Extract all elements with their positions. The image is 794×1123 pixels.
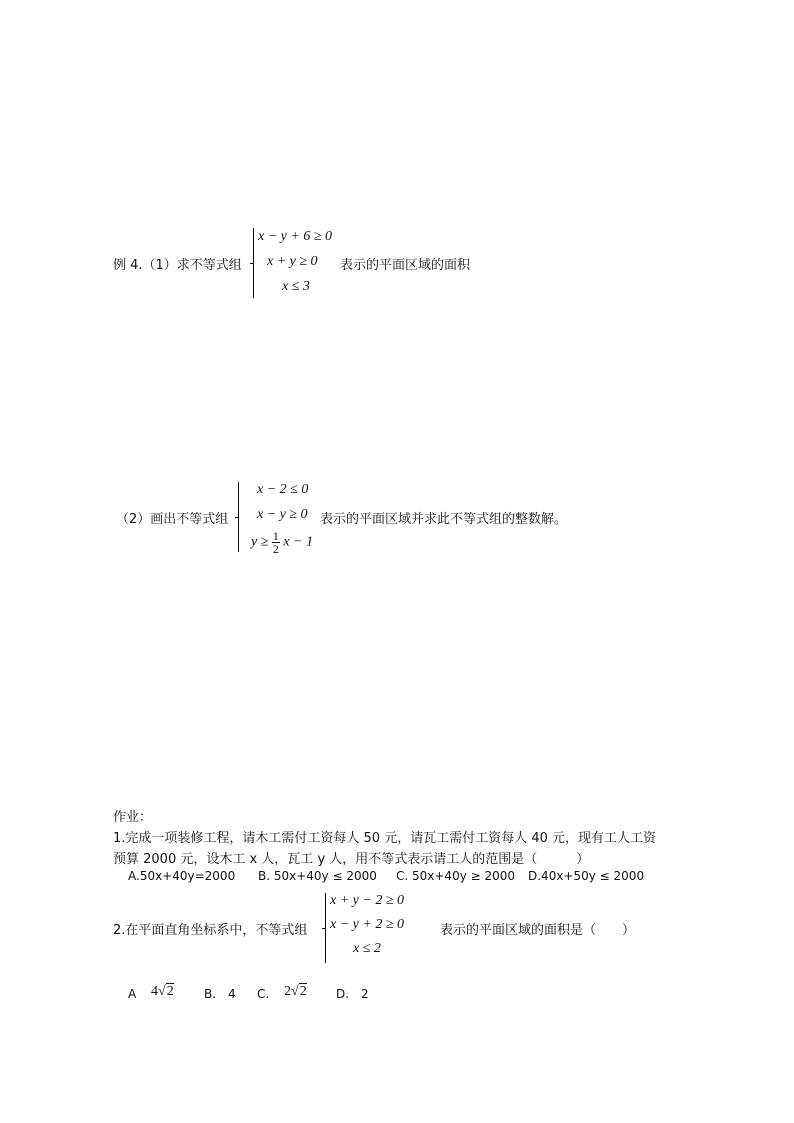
- coefficient: 4: [151, 984, 158, 999]
- fraction-denominator: 2: [272, 542, 279, 556]
- inequality-5: x − y ≥ 0: [257, 507, 308, 522]
- example4-part1-prefix: 例 4.（1）求不等式组: [113, 258, 242, 273]
- sqrt-icon: √: [158, 984, 166, 999]
- q2-option-d-label: D.: [336, 987, 350, 1001]
- question-1-line-1: 1.完成一项装修工程，请木工需付工资每人 50 元，请瓦工需付工资每人 40 元，现有工人工资: [113, 831, 657, 846]
- brace-icon: [238, 482, 239, 552]
- inequality-6: [251, 530, 313, 555]
- q1-option-b: B. 50x+40y ≤ 2000: [258, 869, 377, 883]
- question-2-prefix: 2.在平面直角坐标系中，不等式组: [113, 923, 308, 938]
- sqrt-icon: √: [291, 984, 299, 999]
- q2-option-c-label: C.: [257, 987, 270, 1001]
- brace-icon: [253, 228, 254, 298]
- brace-icon: [325, 893, 326, 963]
- example4-part2-suffix: 表示的平面区域并求此不等式组的整数解。: [320, 512, 568, 527]
- q1-option-c: C. 50x+40y ≥ 2000: [396, 869, 516, 883]
- inequality-6-left: y ≥: [251, 534, 269, 550]
- inequality-4: x − 2 ≤ 0: [257, 482, 309, 497]
- fraction-numerator: 1: [272, 529, 279, 543]
- inequality-2: x + y ≥ 0: [267, 254, 318, 269]
- q2-inequality-3: x ≤ 2: [353, 941, 381, 956]
- fraction: [272, 530, 280, 555]
- radicand: 2: [299, 984, 307, 999]
- q2-option-a-value: [151, 984, 174, 1000]
- example4-part2-prefix: （2）画出不等式组: [116, 512, 229, 527]
- q2-inequality-2: x − y + 2 ≥ 0: [330, 917, 405, 932]
- example4-part1-suffix: 表示的平面区域的面积: [340, 258, 471, 273]
- homework-heading: 作业：: [113, 810, 153, 825]
- q1-option-a: A.50x+40y=2000: [128, 869, 236, 883]
- inequality-6-right: x − 1: [283, 534, 314, 550]
- inequality-3: x ≤ 3: [282, 279, 310, 294]
- q1-option-d: D.40x+50y ≤ 2000: [528, 869, 645, 883]
- q2-inequality-1: x + y − 2 ≥ 0: [330, 893, 405, 908]
- q2-option-b-label: B.: [204, 987, 217, 1001]
- inequality-1: x − y + 6 ≥ 0: [258, 229, 333, 244]
- q2-option-d-value: 2: [361, 987, 369, 1001]
- radicand: 2: [166, 984, 174, 999]
- question-2-suffix: 表示的平面区域的面积是（ ）: [440, 923, 636, 938]
- question-1-line-2: 预算 2000 元，设木工 x 人，瓦工 y 人，用不等式表示请工人的范围是（ ）: [113, 852, 590, 867]
- q2-option-b-value: 4: [228, 987, 236, 1001]
- q2-option-c-value: [284, 984, 307, 1000]
- q2-option-a-label: A: [128, 987, 137, 1001]
- coefficient: 2: [284, 984, 291, 999]
